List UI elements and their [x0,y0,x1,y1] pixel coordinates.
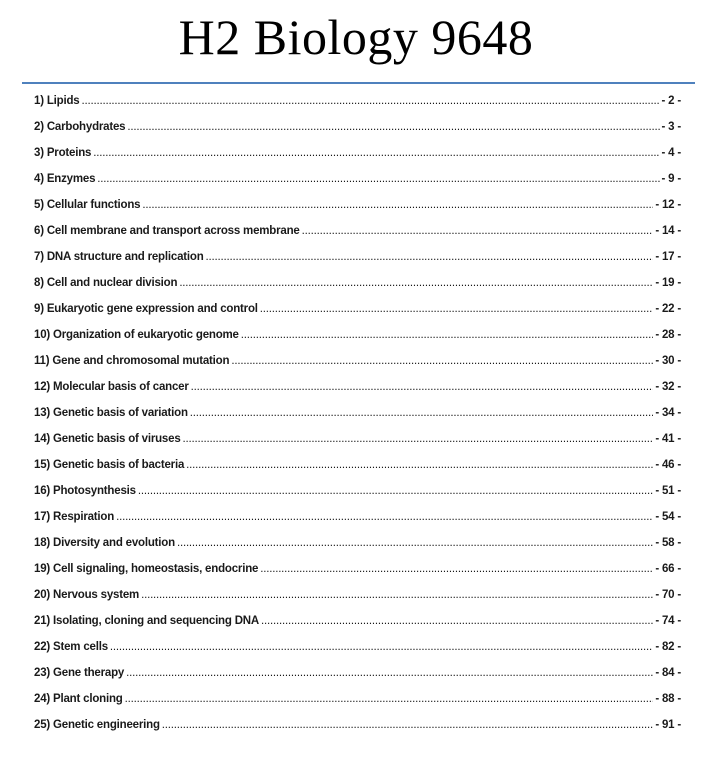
toc-entry-page: - 46 - [655,459,681,471]
toc-entry-label: 17) Respiration [34,511,115,523]
dot-leader [260,303,654,315]
title-divider [22,82,695,84]
toc-entry-page: - 28 - [655,329,681,341]
toc-entry-label: 7) DNA structure and replication [34,251,204,263]
toc-entry[interactable] [34,407,681,433]
toc-entry[interactable] [34,615,681,641]
toc-entry-page: - 91 - [655,719,681,731]
toc-entry-page: - 58 - [655,537,681,549]
toc-entry-page: - 19 - [655,277,681,289]
toc-entry-page: - 34 - [655,407,681,419]
toc-entry[interactable] [34,277,681,303]
toc-entry[interactable] [34,719,681,745]
toc-entry-page: - 66 - [655,563,681,575]
toc-entry-page: - 17 - [655,251,681,263]
dot-leader [302,225,654,237]
toc-entry[interactable] [34,667,681,693]
toc-entry[interactable] [34,433,681,459]
table-of-contents [34,95,681,745]
toc-entry-page: - 41 - [655,433,681,445]
toc-entry-page: - 30 - [655,355,681,367]
toc-entry-label: 13) Genetic basis of variation [34,407,188,419]
document-title: H2 Biology 9648 [178,9,534,65]
toc-entry-page: - 74 - [655,615,681,627]
toc-entry[interactable] [34,147,681,173]
dot-leader [179,277,653,289]
toc-entry-label: 8) Cell and nuclear division [34,277,178,289]
toc-entry-label: 4) Enzymes [34,173,96,185]
toc-entry-label: 14) Genetic basis of viruses [34,433,181,445]
toc-entry-label: 5) Cellular functions [34,199,141,211]
toc-entry[interactable] [34,329,681,355]
dot-leader [261,615,653,627]
toc-entry[interactable] [34,225,681,251]
toc-entry-page: - 32 - [655,381,681,393]
dot-leader [241,329,654,341]
dot-leader [93,147,659,159]
toc-entry-label: 19) Cell signaling, homeostasis, endocrine [34,563,259,575]
toc-entry[interactable] [34,537,681,563]
toc-entry-page: - 9 - [661,173,681,185]
toc-entry[interactable] [34,485,681,511]
toc-entry-label: 2) Carbohydrates [34,121,126,133]
dot-leader [260,563,653,575]
dot-leader [110,641,653,653]
toc-entry-label: 21) Isolating, cloning and sequencing DNA [34,615,260,627]
toc-entry[interactable] [34,693,681,719]
toc-entry-page: - 70 - [655,589,681,601]
dot-leader [125,693,654,705]
toc-entry[interactable] [34,173,681,199]
toc-entry[interactable] [34,251,681,277]
toc-entry[interactable] [34,355,681,381]
dot-leader [206,251,654,263]
toc-entry-page: - 3 - [661,121,681,133]
toc-entry-page: - 84 - [655,667,681,679]
toc-entry-label: 11) Gene and chromosomal mutation [34,355,230,367]
toc-entry[interactable] [34,303,681,329]
toc-entry-page: - 54 - [655,511,681,523]
toc-entry-label: 3) Proteins [34,147,92,159]
dot-leader [231,355,653,367]
toc-entry[interactable] [34,199,681,225]
toc-entry-page: - 2 - [661,95,681,107]
toc-entry[interactable] [34,563,681,589]
toc-entry-label: 23) Gene therapy [34,667,125,679]
dot-leader [126,667,653,679]
toc-entry-label: 16) Photosynthesis [34,485,136,497]
toc-entry-label: 22) Stem cells [34,641,108,653]
toc-entry-page: - 22 - [655,303,681,315]
toc-entry[interactable] [34,589,681,615]
dot-leader [191,381,654,393]
toc-entry-label: 25) Genetic engineering [34,719,160,731]
toc-entry[interactable] [34,121,681,147]
toc-entry-label: 12) Molecular basis of cancer [34,381,189,393]
dot-leader [183,433,654,445]
toc-entry-label: 9) Eukaryotic gene expression and control [34,303,258,315]
dot-leader [142,199,653,211]
toc-entry[interactable] [34,641,681,667]
toc-entry-page: - 4 - [661,147,681,159]
dot-leader [162,719,654,731]
toc-entry-label: 6) Cell membrane and transport across membrane [34,225,300,237]
toc-entry-page: - 14 - [655,225,681,237]
toc-entry[interactable] [34,459,681,485]
toc-entry[interactable] [34,95,681,121]
dot-leader [190,407,654,419]
dot-leader [138,485,654,497]
toc-entry-label: 15) Genetic basis of bacteria [34,459,185,471]
toc-entry[interactable] [34,511,681,537]
dot-leader [81,95,659,107]
dot-leader [127,121,659,133]
dot-leader [116,511,653,523]
toc-entry-page: - 82 - [655,641,681,653]
toc-entry-page: - 12 - [655,199,681,211]
dot-leader [141,589,653,601]
toc-entry[interactable] [34,381,681,407]
dot-leader [186,459,653,471]
dot-leader [97,173,659,185]
toc-entry-label: 18) Diversity and evolution [34,537,175,549]
toc-entry-label: 10) Organization of eukaryotic genome [34,329,239,341]
toc-entry-page: - 88 - [655,693,681,705]
toc-entry-label: 20) Nervous system [34,589,140,601]
toc-entry-label: 1) Lipids [34,95,80,107]
toc-entry-page: - 51 - [655,485,681,497]
toc-entry-label: 24) Plant cloning [34,693,123,705]
dot-leader [177,537,653,549]
